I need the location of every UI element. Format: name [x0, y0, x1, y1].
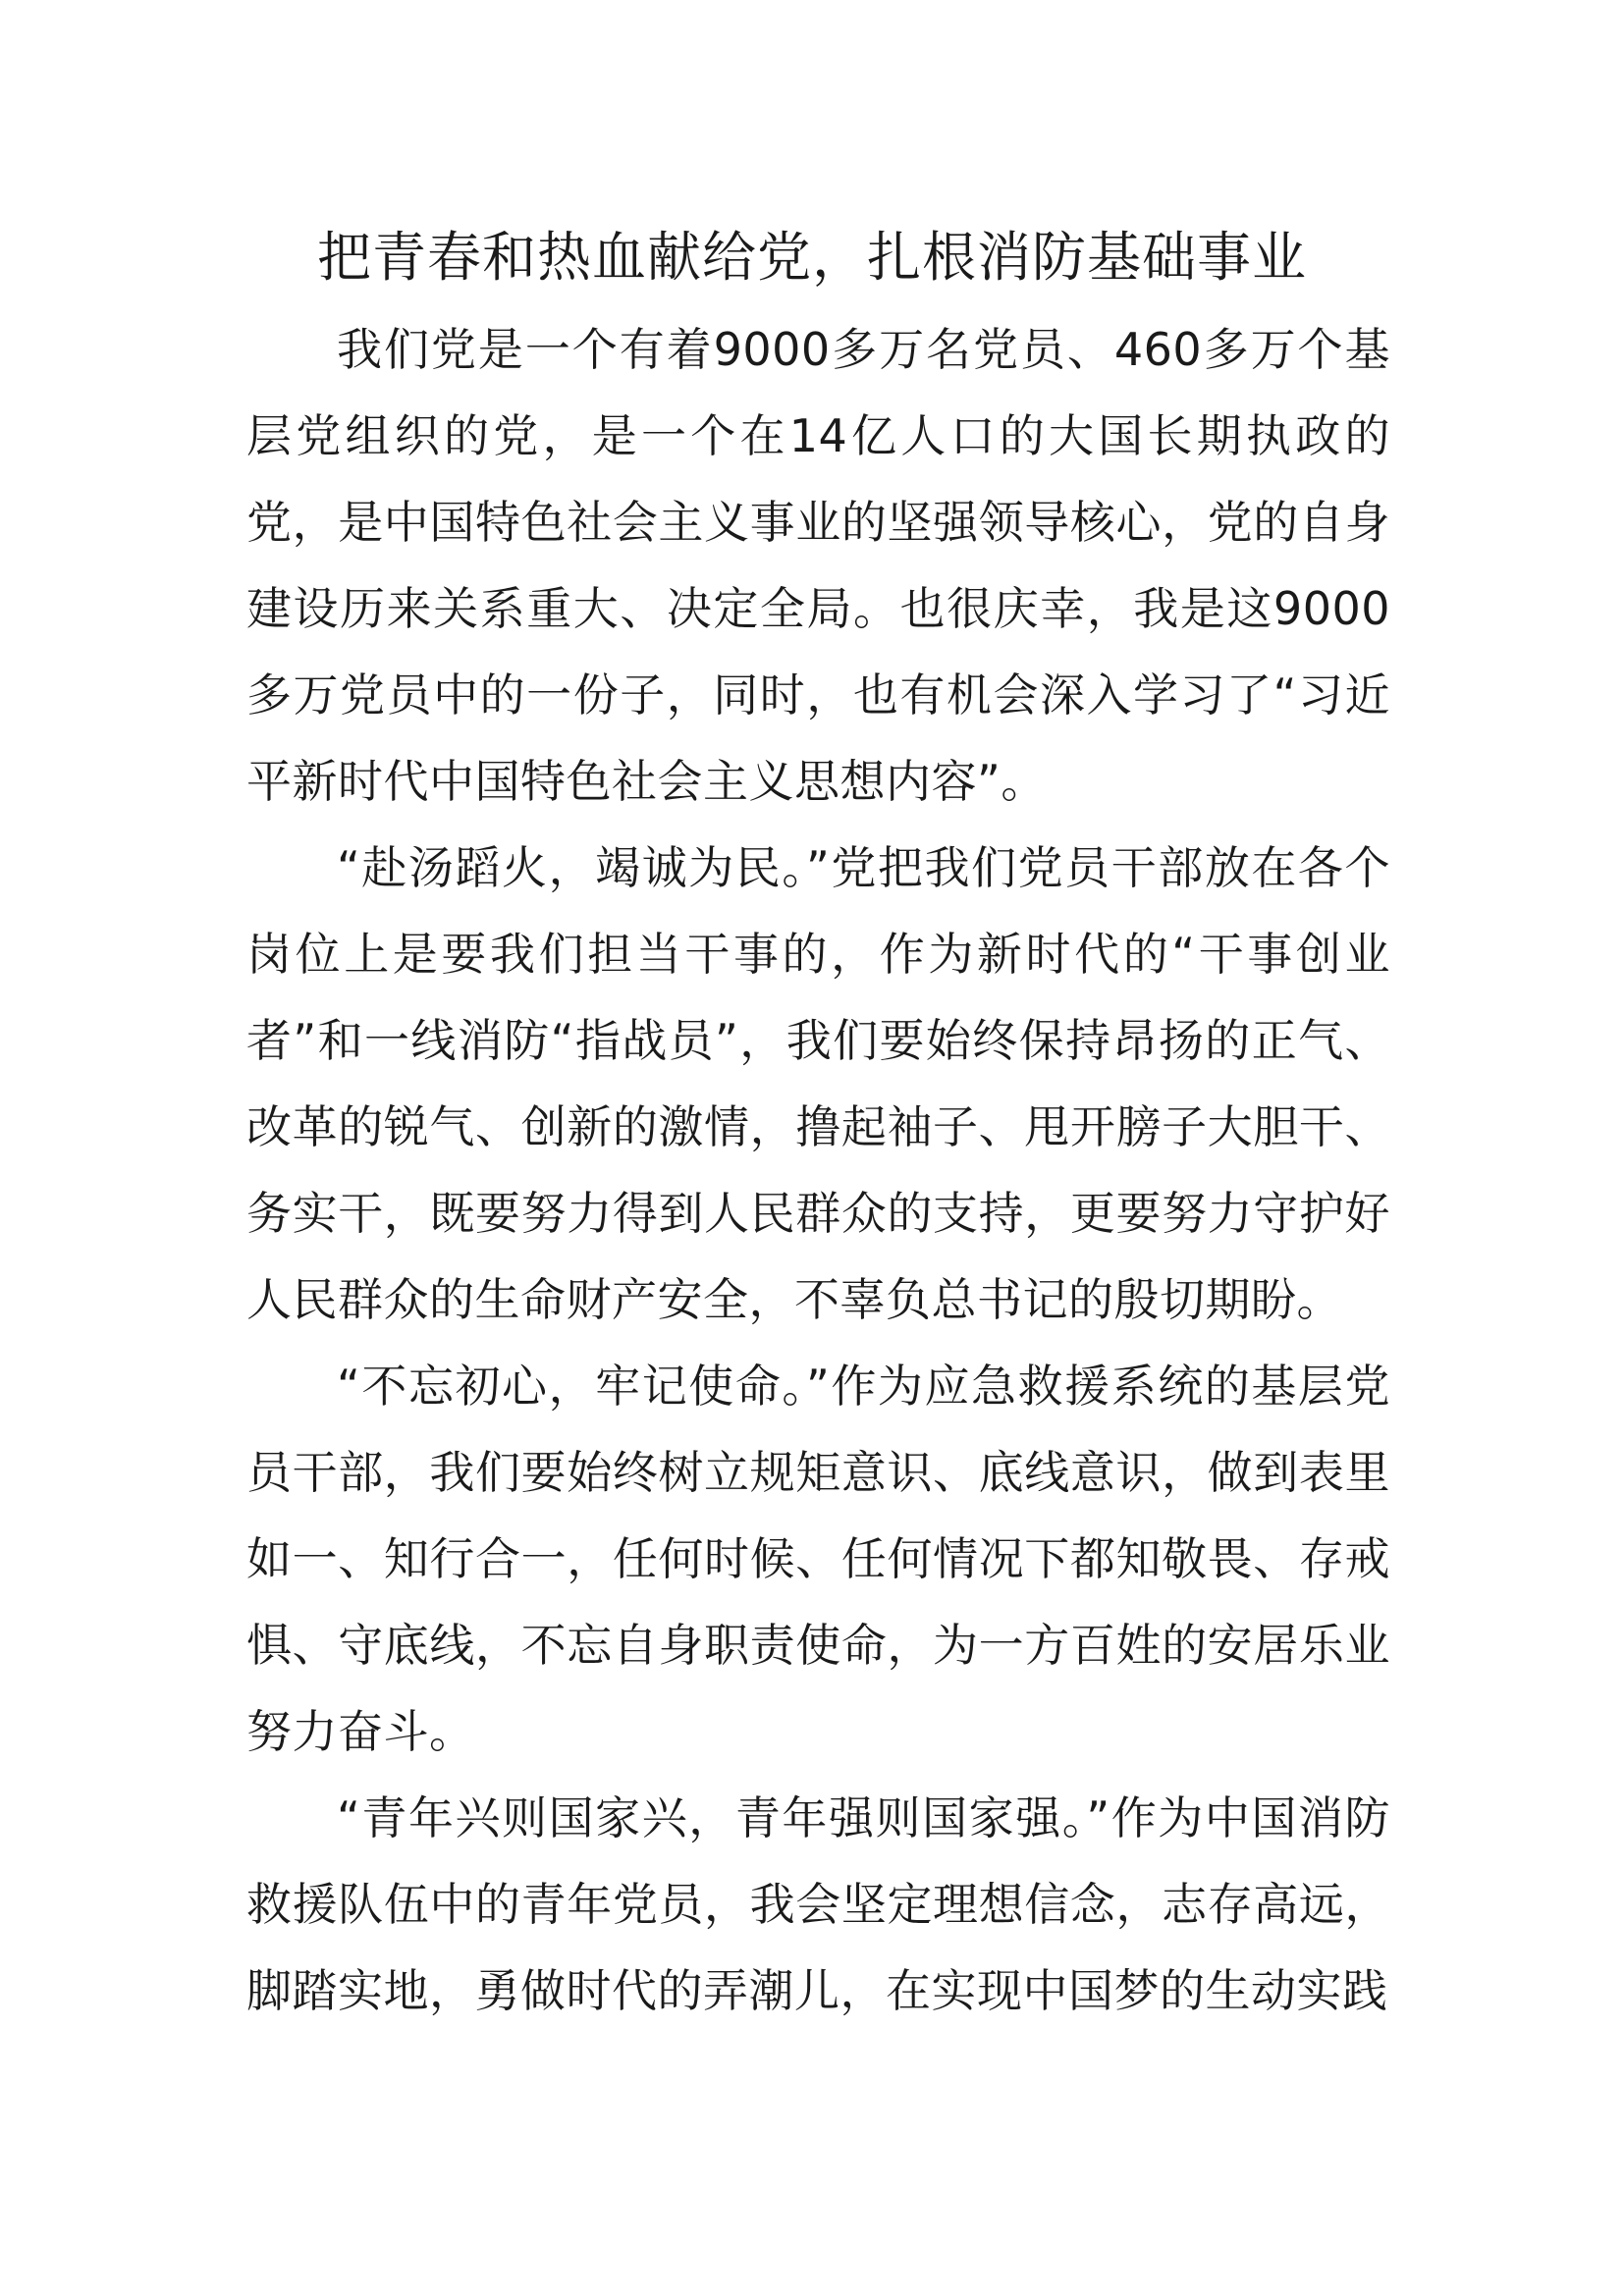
- paragraph: “不忘初心，牢记使命。”作为应急救援系统的基层党员干部，我们要始终树立规矩意识、底线意识，做到表里如一、知行合一，任何时候、任何情况下都知敬畏、存戒惧、守底线，不忘自身职责使命，为一方百姓的安居乐业努力奋斗。: [246, 1360, 1390, 1758]
- paragraph: “青年兴则国家兴，青年强则国家强。”作为中国消防救援队伍中的青年党员，我会坚定理想信念，志存高远，脚踏实地，勇做时代的弄潮儿，在实现中国梦的生动实践: [246, 1791, 1390, 2017]
- paragraph: “赴汤蹈火，竭诚为民。”党把我们党员干部放在各个岗位上是要我们担当干事的，作为新时代的“干事创业者”和一线消防“指战员”，我们要始终保持昂扬的正气、改革的锐气、创新的激情，撸起袖子、甩开膀子大胆干、务实干，既要努力得到人民群众的支持，更要努力守护好人民群众的生命财产安全，不辜负总书记的殷切期盼。: [246, 841, 1390, 1326]
- document-body: [246, 306, 1390, 2034]
- paragraph: 我们党是一个有着9000多万名党员、460多万个基层党组织的党，是一个在14亿人口的大国长期执政的党，是中国特色社会主义事业的坚强领导核心，党的自身建设历来关系重大、决定全局。也很庆幸，我是这9000多万党员中的一份子，同时，也有机会深入学习了“习近平新时代中国特色社会主义思想内容”。: [246, 323, 1390, 808]
- document-title: 把青春和热血献给党，扎根消防基础事业: [316, 226, 1307, 289]
